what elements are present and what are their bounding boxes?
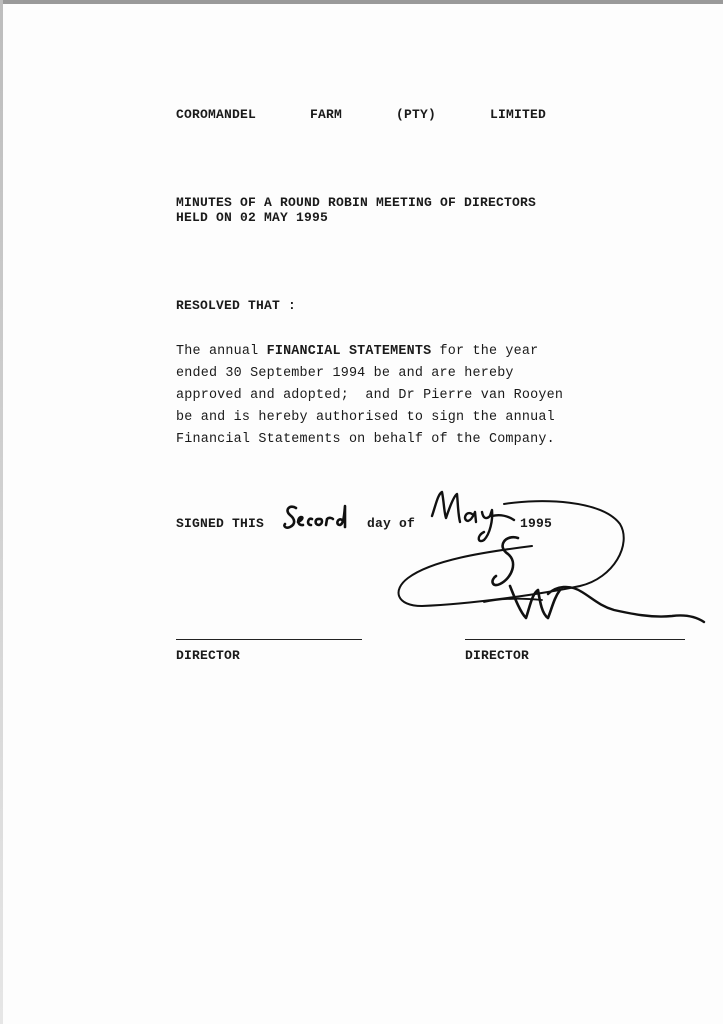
scan-border-left [0, 0, 3, 1024]
handwritten-day-second [282, 500, 362, 534]
minutes-heading-line-2: HELD ON 02 MAY 1995 [176, 210, 329, 225]
director-label-left: DIRECTOR [176, 648, 241, 663]
signature-line-right [465, 639, 685, 640]
resolution-line-1b: for the year [431, 344, 539, 359]
resolution-paragraph [176, 341, 563, 451]
scan-border-top [0, 0, 723, 4]
company-name: COROMANDEL FARM (PTY) LIMITED [176, 107, 547, 122]
day-of-label: day of [367, 516, 416, 531]
director-label-right: DIRECTOR [465, 648, 530, 663]
director-signature [392, 494, 712, 634]
signature-line-left [176, 639, 362, 640]
resolution-line-3: approved and adopted; and Dr Pierre van Rooyen [176, 388, 564, 403]
minutes-heading [176, 195, 536, 225]
signed-year: 1995 [520, 516, 553, 531]
signed-this-label: SIGNED THIS [176, 516, 265, 531]
resolved-heading: RESOLVED THAT : [176, 298, 297, 313]
resolution-bold-term: FINANCIAL STATEMENTS [266, 344, 432, 359]
resolution-line-5: Financial Statements on behalf of the Company. [176, 432, 555, 447]
resolution-line-4: be and is hereby authorised to sign the annual [176, 410, 555, 425]
minutes-heading-line-1: MINUTES OF A ROUND ROBIN MEETING OF DIRECTORS [176, 195, 537, 210]
resolution-line-1a: The annual [176, 344, 267, 359]
resolution-line-2: ended 30 September 1994 be and are hereby [176, 366, 514, 381]
